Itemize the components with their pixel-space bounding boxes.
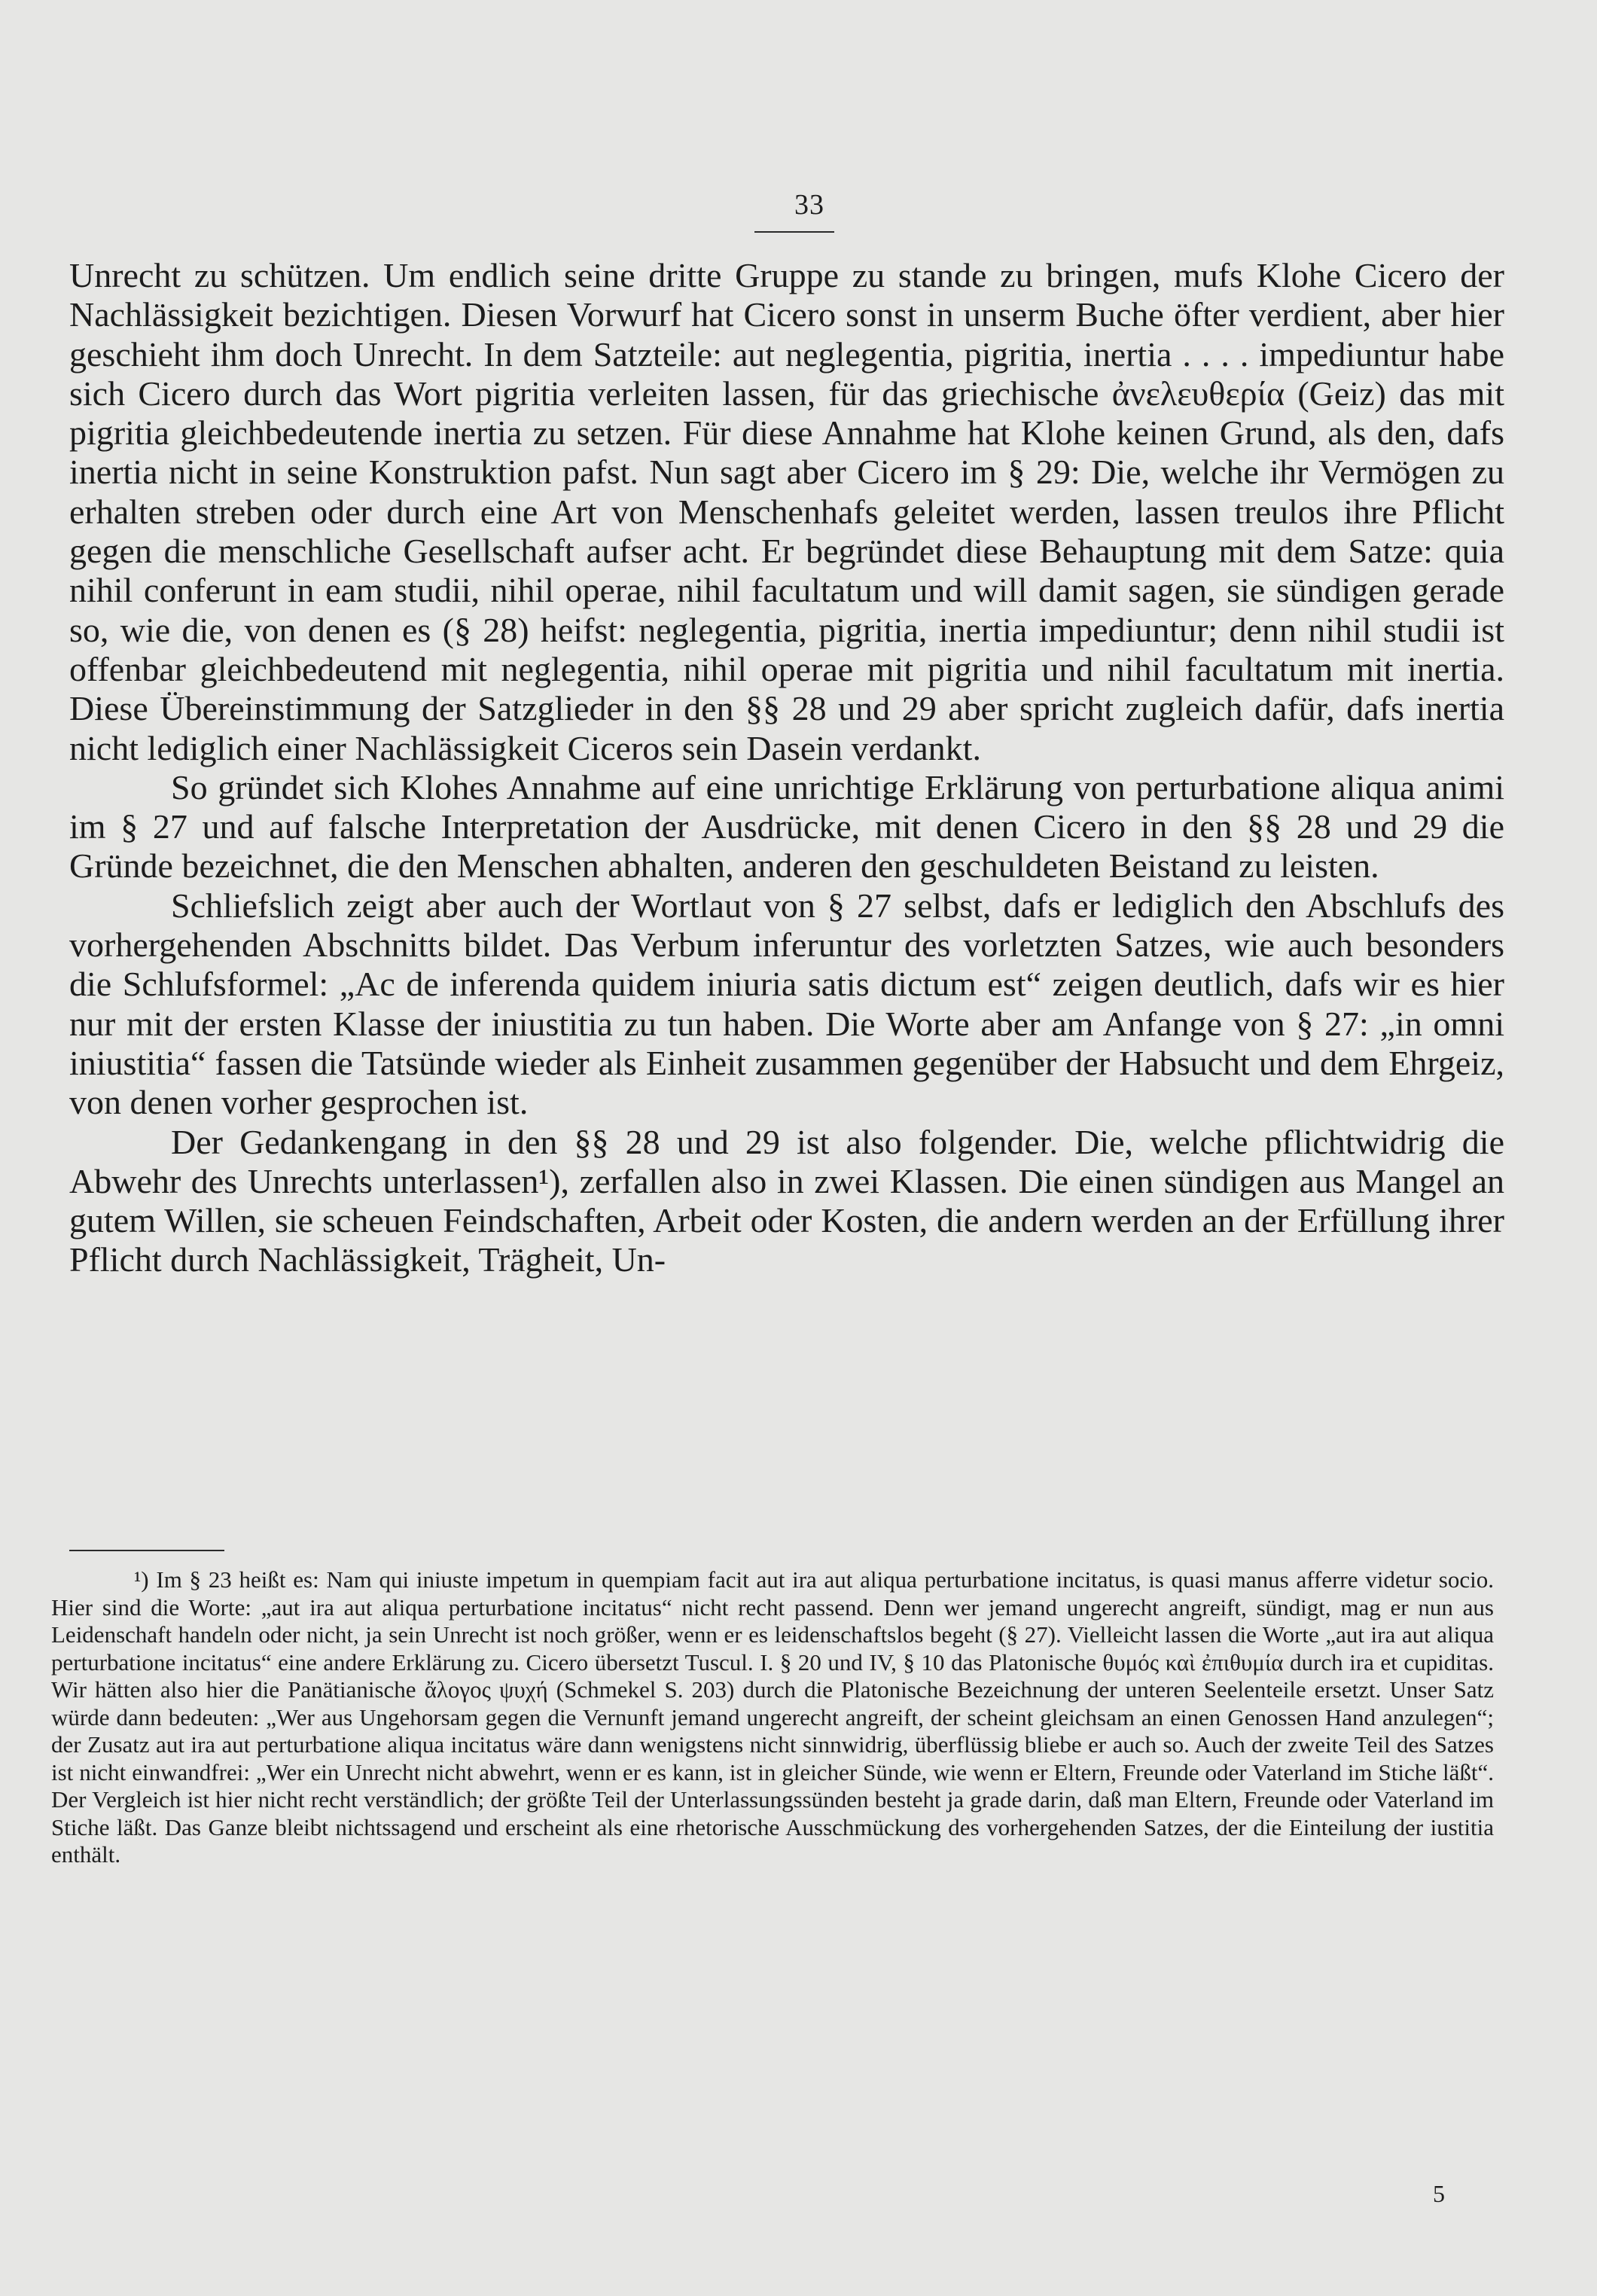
body-text bbox=[69, 256, 1504, 1280]
paragraph: Unrecht zu schützen. Um endlich seine dritte Gruppe zu stande zu bringen, mufs Klohe Cicero der Nachlässigkeit bezichtigen. Diesen Vorwurf hat Cicero sonst in unserm Buche öfter verdient, aber hier geschieht ihm doch Unrecht. In dem Satzteile: aut neglegentia, pigritia, inertia . . . . impediuntur habe sich Cicero durch das Wort pigritia verleiten lassen, für das griechische ἀνελευθερία (Geiz) das mit pigritia gleichbedeutende inertia zu setzen. Für diese Annahme hat Klohe keinen Grund, als den, dafs inertia nicht in seine Konstruktion pafst. Nun sagt aber Cicero im § 29: Die, welche ihr Vermögen zu erhalten streben oder durch eine Art von Menschenhafs geleitet werden, lassen treulos ihre Pflicht gegen die menschliche Gesellschaft aufser acht. Er begründet diese Behauptung mit dem Satze: quia nihil conferunt in eam studii, nihil operae, nihil facultatum und will damit sagen, sie sündigen gerade so, wie die, von denen es (§ 28) heifst: neglegentia, pigritia, inertia impediuntur; denn nihil studii ist offenbar gleichbedeutend mit neglegentia, nihil operae mit pigritia und nihil facultatum mit inertia. Diese Übereinstimmung der Satzglieder in den §§ 28 und 29 aber spricht zugleich dafür, dafs inertia nicht lediglich einer Nachlässigkeit Ciceros sein Dasein verdankt. bbox=[69, 256, 1504, 767]
paragraph: Schliefslich zeigt aber auch der Wortlaut von § 27 selbst, dafs er lediglich den Abschlufs des vorhergehenden Abschnitts bildet. Das Verbum inferuntur des vorletzten Satzes, wie auch besonders die Schlufsformel: „Ac de inferenda quidem iniuria satis dictum est“ zeigen deutlich, dafs wir es hier nur mit der ersten Klasse der iniustitia zu tun haben. Die Worte aber am Anfange von § 27: „in omni iniustitia“ fassen die Tatsünde wieder als Einheit zusammen gegenüber der Habsucht und dem Ehrgeiz, von denen vorher gesprochen ist. bbox=[69, 886, 1504, 1122]
signature-mark: 5 bbox=[1433, 2180, 1445, 2207]
page-number-rule bbox=[754, 231, 834, 233]
footnote: ¹) Im § 23 heißt es: Nam qui iniuste impetum in quempiam facit aut ira aut aliqua perturbatione incitatus, is quasi manus afferre videtur socio. Hier sind die Worte: „aut ira aut aliqua perturbatione incitatus“ nicht recht passend. Denn wer jemand ungerecht angreift, sündigt, mag er nun aus Leidenschaft handeln oder nicht, ja sein Unrecht ist noch größer, wenn er es leidenschaftslos begeht (§ 27). Vielleicht lassen die Worte „aut ira aut aliqua perturbatione incitatus“ eine andere Erklärung zu. Cicero übersetzt Tuscul. I. § 20 und IV, § 10 das Platonische θυμός καὶ ἐπιθυμία durch ira et cupiditas. Wir hätten also hier die Panätianische ἄλογος ψυχή (Schmekel S. 203) durch die Platonische Bezeichnung der unteren Seelenteile ersetzt. Unser Satz würde dann bedeuten: „Wer aus Ungehorsam gegen die Vernunft jemand ungerecht angreift, der scheint gleichsam an einen Genossen Hand anzulegen“; der Zusatz aut ira aut perturbatione aliqua incitatus wäre dann wenigstens nicht sinnwidrig, überflüssig bliebe er auch so. Auch der zweite Teil des Satzes ist nicht einwandfrei: „Wer ein Unrecht nicht abwehrt, wenn er es kann, ist in gleicher Sünde, wie wenn er Eltern, Freunde oder Vaterland im Stiche läßt“. Der Vergleich ist hier nicht recht verständlich; der größte Teil der Unterlassungssünden besteht ja grade darin, daß man Eltern, Freunde oder Vaterland im Stiche läßt. Das Ganze bleibt nichtssagend und erscheint als eine rhetorische Ausschmückung des vorhergehenden Satzes, der die Einteilung der iustitia enthält. bbox=[51, 1566, 1494, 1868]
paragraph: So gründet sich Klohes Annahme auf eine unrichtige Erklärung von perturbatione aliqua animi im § 27 und auf falsche Interpretation der Ausdrücke, mit denen Cicero in den §§ 28 und 29 die Gründe bezeichnet, die den Menschen abhalten, anderen den geschuldeten Beistand zu leisten. bbox=[69, 767, 1504, 886]
footnotes bbox=[51, 1566, 1494, 1869]
page-number: 33 bbox=[794, 189, 824, 221]
paragraph: Der Gedankengang in den §§ 28 und 29 ist also folgender. Die, welche pflichtwidrig die Abwehr des Unrechts unterlassen¹), zerfallen also in zwei Klassen. Die einen sündigen aus Mangel an gutem Willen, sie scheuen Feindschaften, Arbeit oder Kosten, die andern werden an der Erfüllung ihrer Pflicht durch Nachlässigkeit, Trägheit, Un- bbox=[69, 1122, 1504, 1279]
footnote-divider bbox=[69, 1550, 224, 1551]
